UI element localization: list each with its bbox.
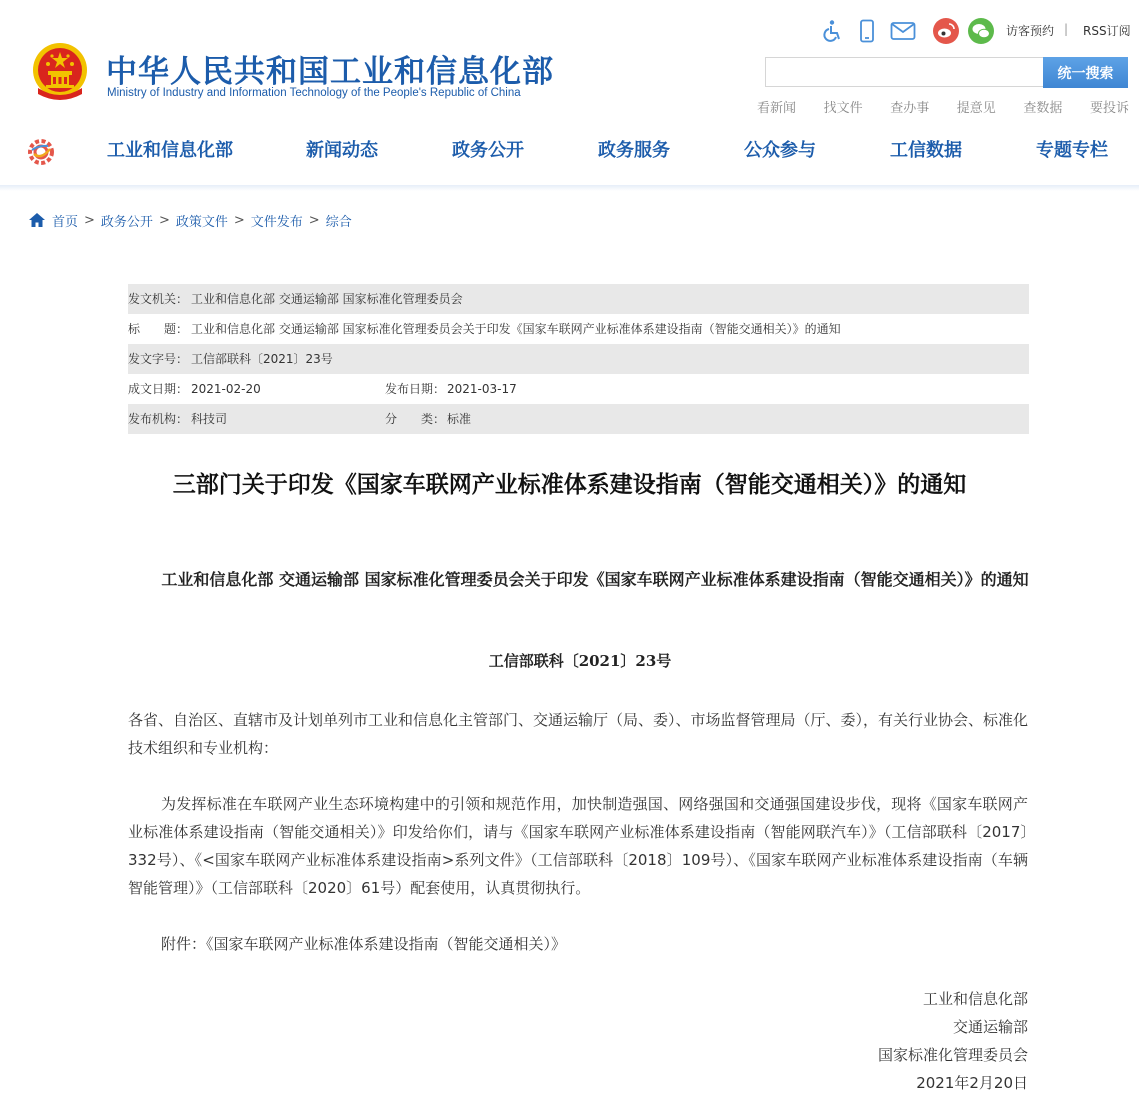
meta-category-label: 分 类： — [385, 412, 446, 426]
national-emblem-icon — [28, 40, 92, 106]
breadcrumb-home[interactable]: 首页 — [52, 214, 79, 230]
accessibility-icon[interactable] — [817, 16, 847, 46]
quick-link-files[interactable]: 找文件 — [823, 101, 863, 116]
document-heading: 工业和信息化部 交通运输部 国家标准化管理委员会关于印发《国家车联网产业标准体系建设指南（智能交通相关）》的通知 — [161, 570, 1029, 589]
meta-published-value: 2021-03-17 — [447, 382, 517, 396]
document-meta-table — [128, 284, 1029, 434]
meta-row-org — [128, 404, 1029, 434]
meta-row-dates — [128, 374, 1029, 404]
quick-links — [757, 97, 1129, 116]
document-number: 工信部联科〔2021〕23号 — [488, 652, 672, 670]
breadcrumb-separator: > — [158, 212, 170, 228]
signature-sac: 国家标准化管理委员会 — [877, 1046, 1028, 1064]
home-icon[interactable] — [28, 211, 46, 229]
breadcrumb-file-release[interactable]: 文件发布 — [250, 214, 303, 230]
main-nav — [72, 136, 1138, 170]
signature-mot: 交通运输部 — [952, 1018, 1028, 1036]
breadcrumb-separator: > — [84, 212, 95, 228]
nav-item-gov-affairs[interactable]: 政务公开 — [452, 140, 524, 161]
meta-category-value: 标准 — [447, 412, 472, 426]
breadcrumb-separator: > — [233, 212, 245, 228]
breadcrumb — [28, 210, 352, 230]
weibo-icon[interactable] — [931, 16, 961, 46]
signature-date: 2021年2月20日 — [916, 1074, 1028, 1092]
nav-item-gov-services[interactable]: 政务服务 — [598, 140, 670, 161]
rss-link[interactable]: RSS订阅 — [1083, 24, 1131, 38]
nav-item-news[interactable]: 新闻动态 — [306, 140, 378, 161]
attachment-link[interactable]: 附件：《国家车联网产业标准体系建设指南（智能交通相关）》 — [161, 935, 567, 953]
addressees-paragraph: 各省、自治区、直辖市及计划单列市工业和信息化主管部门、交通运输厅（局、委）、市场监督管理局（厅、委），有关行业协会、标准化技术组织和专业机构： — [128, 711, 1029, 757]
breadcrumb-gov-affairs[interactable]: 政务公开 — [100, 214, 153, 230]
quick-link-news[interactable]: 看新闻 — [757, 101, 797, 116]
header-divider — [0, 185, 1139, 191]
visitor-appointment-link[interactable]: 访客预约 — [1006, 24, 1055, 38]
breadcrumb-policy-docs[interactable]: 政策文件 — [175, 214, 228, 230]
quick-link-services[interactable]: 查办事 — [890, 101, 930, 116]
article-title: 三部门关于印发《国家车联网产业标准体系建设指南（智能交通相关）》的通知 — [172, 472, 967, 498]
toolbar-separator: | — [1064, 22, 1069, 36]
meta-created-value: 2021-02-20 — [191, 382, 261, 396]
site-header — [0, 0, 1139, 186]
search-input[interactable] — [765, 57, 1043, 87]
quick-link-data[interactable]: 查数据 — [1023, 101, 1063, 116]
breadcrumb-separator: > — [308, 212, 320, 228]
nav-item-topics[interactable]: 专题专栏 — [1036, 140, 1108, 161]
meta-org-value: 科技司 — [191, 412, 228, 426]
meta-title-value: 工业和信息化部 交通运输部 国家标准化管理委员会关于印发《国家车联网产业标准体系建设指南（智能交通相关）》的通知 — [191, 322, 841, 336]
search-button[interactable]: 统一搜索 — [1043, 57, 1128, 88]
quick-link-complaint[interactable]: 要投诉 — [1089, 101, 1129, 116]
quick-link-feedback[interactable]: 提意见 — [956, 101, 996, 116]
ministry-gear-logo-icon[interactable] — [25, 137, 57, 167]
meta-published-label: 发布日期： — [385, 382, 446, 396]
meta-created-label: 成文日期： — [128, 382, 189, 396]
meta-row-issuer — [128, 284, 1029, 314]
mail-icon[interactable] — [888, 16, 918, 46]
meta-docno-value: 工信部联科〔2021〕23号 — [191, 352, 333, 366]
meta-row-title — [128, 314, 1029, 344]
nav-item-ministry[interactable]: 工业和信息化部 — [107, 140, 233, 161]
meta-docno-label: 发文字号： — [128, 352, 189, 366]
body-paragraph: 为发挥标准在车联网产业生态环境构建中的引领和规范作用，加快制造强国、网络强国和交通强国建设步伐，现将《国家车联网产业标准体系建设指南（智能交通相关）》印发给你们，请与《国家车联网产业标准体系建设指南（智能网联汽车）》（工信部联科〔2017〕332号）、《<国家车联网产业标准体系建设指南>系列文件》（工信部联科〔2018〕109号）、《国家车联网产业标准体系建设指南（车辆智能管理）》（工信部联科〔2020〕61号）配套使用，认真贯彻执行。 — [128, 795, 1028, 897]
mobile-icon[interactable] — [852, 16, 882, 46]
nav-item-public-participation[interactable]: 公众参与 — [744, 140, 816, 161]
meta-row-docno — [128, 344, 1029, 374]
wechat-icon[interactable] — [966, 16, 996, 46]
meta-title-label: 标 题： — [128, 322, 189, 336]
breadcrumb-general[interactable]: 综合 — [325, 214, 352, 230]
meta-issuer-value: 工业和信息化部 交通运输部 国家标准化管理委员会 — [191, 292, 463, 306]
nav-item-data[interactable]: 工信数据 — [890, 140, 962, 161]
signature-miit: 工业和信息化部 — [922, 990, 1028, 1008]
site-subtitle: Ministry of Industry and Information Technology of the People's Republic of China — [107, 87, 521, 99]
site-title[interactable]: 中华人民共和国工业和信息化部 — [106, 54, 554, 90]
meta-org-label: 发布机构： — [128, 412, 189, 426]
meta-issuer-label: 发文机关： — [128, 292, 189, 306]
